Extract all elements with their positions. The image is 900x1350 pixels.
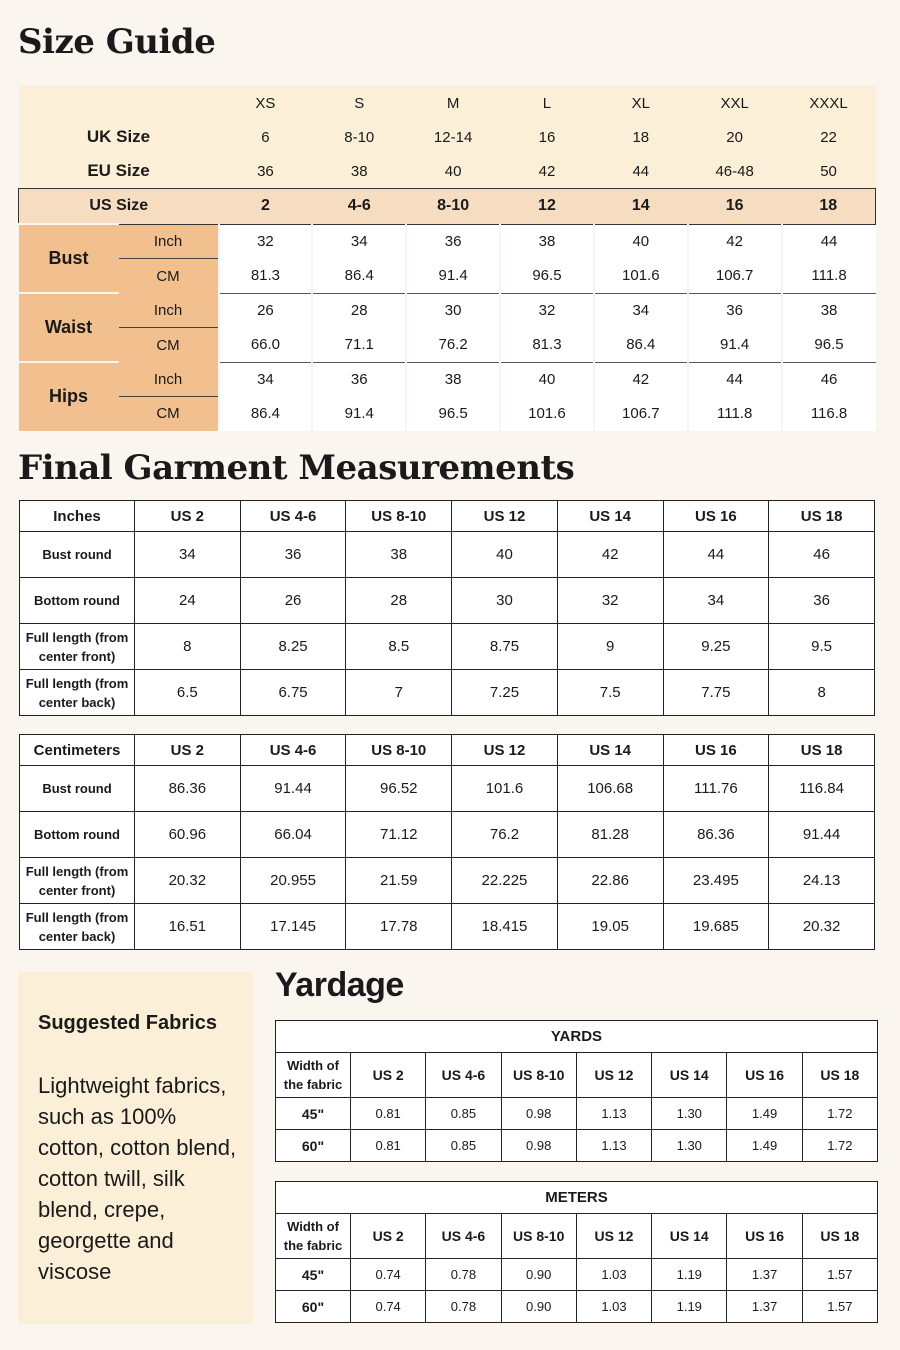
table-row <box>20 624 875 670</box>
garment-column-header: US 2 <box>135 735 241 766</box>
cm-value: 81.3 <box>500 328 594 363</box>
table-cell: 0.78 <box>426 1291 501 1323</box>
eu-size-value: 44 <box>594 154 688 189</box>
table-cell: 7.75 <box>663 670 769 716</box>
table-cell: 1.30 <box>652 1098 727 1130</box>
yardage-column-header: US 8-10 <box>501 1214 576 1259</box>
yardage-column-header: US 14 <box>652 1053 727 1098</box>
us-size-value: 4-6 <box>312 189 406 225</box>
table-cell: 1.37 <box>727 1259 802 1291</box>
size-label: XS <box>219 86 313 120</box>
garment-column-header: US 16 <box>663 501 769 532</box>
cm-value: 101.6 <box>500 397 594 431</box>
measurement-group-label: Waist <box>19 293 119 362</box>
table-cell: 30 <box>452 578 558 624</box>
table-cell: 96.52 <box>346 766 452 812</box>
table-cell: 20.955 <box>240 858 346 904</box>
inch-value: 26 <box>219 293 313 328</box>
table-cell: 7 <box>346 670 452 716</box>
table-cell: 8 <box>769 670 875 716</box>
garment-inches-table <box>19 500 875 716</box>
yardage-caption: YARDS <box>276 1021 878 1053</box>
cm-value: 91.4 <box>688 328 782 363</box>
table-cell: 1.19 <box>652 1291 727 1323</box>
cm-value: 86.4 <box>594 328 688 363</box>
table-cell: 21.59 <box>346 858 452 904</box>
table-cell: 34 <box>135 532 241 578</box>
table-cell: 0.81 <box>351 1098 426 1130</box>
uk-size-value: 22 <box>782 120 876 154</box>
row-label: Full length (from center front) <box>20 858 135 904</box>
table-cell: 22.86 <box>557 858 663 904</box>
garment-corner-label: Centimeters <box>20 735 135 766</box>
uk-size-value: 12-14 <box>406 120 500 154</box>
table-cell: 36 <box>240 532 346 578</box>
us-size-value: 2 <box>219 189 313 225</box>
table-cell: 101.6 <box>452 766 558 812</box>
table-cell: 20.32 <box>135 858 241 904</box>
eu-size-value: 42 <box>500 154 594 189</box>
yardage-column-header: US 4-6 <box>426 1053 501 1098</box>
inch-value: 42 <box>688 224 782 259</box>
table-row <box>20 766 875 812</box>
size-label: XXXL <box>782 86 876 120</box>
table-cell: 1.57 <box>802 1259 877 1291</box>
inch-value: 36 <box>312 362 406 397</box>
yardage-column-header: US 16 <box>727 1214 802 1259</box>
table-cell: 32 <box>557 578 663 624</box>
yardage-column-header: US 2 <box>351 1214 426 1259</box>
table-cell: 38 <box>346 532 452 578</box>
inch-value: 44 <box>688 362 782 397</box>
measurement-group-label: Hips <box>19 362 119 431</box>
unit-cm-label: CM <box>119 259 219 294</box>
eu-size-label: EU Size <box>19 154 219 189</box>
table-cell: 0.81 <box>351 1130 426 1162</box>
table-cell: 8.5 <box>346 624 452 670</box>
table-cell: 1.30 <box>652 1130 727 1162</box>
size-guide-corner <box>19 86 219 120</box>
table-row <box>20 532 875 578</box>
table-cell: 81.28 <box>557 812 663 858</box>
inch-value: 38 <box>406 362 500 397</box>
garment-corner-label: Inches <box>20 501 135 532</box>
size-guide-table <box>18 86 876 431</box>
table-cell: 0.74 <box>351 1259 426 1291</box>
table-cell: 9 <box>557 624 663 670</box>
measurement-group-label: Bust <box>19 224 119 293</box>
table-cell: 23.495 <box>663 858 769 904</box>
table-row <box>276 1291 878 1323</box>
row-label: 45" <box>276 1098 351 1130</box>
us-size-value: 8-10 <box>406 189 500 225</box>
us-size-value: 18 <box>782 189 876 225</box>
uk-size-value: 20 <box>688 120 782 154</box>
cm-value: 86.4 <box>312 259 406 294</box>
table-cell: 86.36 <box>663 812 769 858</box>
cm-value: 91.4 <box>406 259 500 294</box>
cm-value: 106.7 <box>688 259 782 294</box>
table-cell: 16.51 <box>135 904 241 950</box>
garment-column-header: US 4-6 <box>240 735 346 766</box>
cm-value: 96.5 <box>500 259 594 294</box>
cm-value: 96.5 <box>782 328 876 363</box>
eu-size-value: 46-48 <box>688 154 782 189</box>
cm-value: 96.5 <box>406 397 500 431</box>
table-cell: 26 <box>240 578 346 624</box>
inch-value: 28 <box>312 293 406 328</box>
yardage-column-header: US 4-6 <box>426 1214 501 1259</box>
inch-value: 40 <box>500 362 594 397</box>
size-label: XXL <box>688 86 782 120</box>
uk-size-value: 8-10 <box>312 120 406 154</box>
yardage-column-header: US 8-10 <box>501 1053 576 1098</box>
table-cell: 20.32 <box>769 904 875 950</box>
table-cell: 46 <box>769 532 875 578</box>
yardage-yards-table <box>275 1020 878 1162</box>
table-row <box>276 1098 878 1130</box>
garment-column-header: US 12 <box>452 735 558 766</box>
table-cell: 111.76 <box>663 766 769 812</box>
yardage-meters-table <box>275 1181 878 1323</box>
inch-value: 36 <box>406 224 500 259</box>
table-cell: 24 <box>135 578 241 624</box>
cm-value: 66.0 <box>219 328 313 363</box>
garment-cm-table <box>19 734 875 950</box>
table-cell: 24.13 <box>769 858 875 904</box>
row-label: Bottom round <box>20 578 135 624</box>
table-cell: 22.225 <box>452 858 558 904</box>
us-size-value: 12 <box>500 189 594 225</box>
table-cell: 19.685 <box>663 904 769 950</box>
table-row <box>20 858 875 904</box>
us-size-label: US Size <box>19 189 219 225</box>
table-cell: 1.37 <box>727 1291 802 1323</box>
table-cell: 91.44 <box>240 766 346 812</box>
us-size-value: 14 <box>594 189 688 225</box>
table-cell: 1.03 <box>576 1259 651 1291</box>
size-label: L <box>500 86 594 120</box>
suggested-fabrics-text: Lightweight fabrics, such as 100% cotton, cotton blend, cotton twill, silk blend, crepe, georgette and viscose <box>38 1073 237 1284</box>
garment-column-header: US 18 <box>769 501 875 532</box>
row-label: Full length (from center front) <box>20 624 135 670</box>
unit-inch-label: Inch <box>119 362 219 397</box>
table-cell: 18.415 <box>452 904 558 950</box>
table-cell: 9.5 <box>769 624 875 670</box>
table-cell: 7.25 <box>452 670 558 716</box>
table-cell: 0.90 <box>501 1259 576 1291</box>
garment-column-header: US 8-10 <box>346 735 452 766</box>
yardage-title: Yardage <box>275 966 404 1004</box>
row-label: 45" <box>276 1259 351 1291</box>
table-cell: 42 <box>557 532 663 578</box>
inch-value: 32 <box>219 224 313 259</box>
inch-value: 46 <box>782 362 876 397</box>
yardage-column-header: US 18 <box>802 1053 877 1098</box>
eu-size-value: 40 <box>406 154 500 189</box>
table-cell: 34 <box>663 578 769 624</box>
cm-value: 71.1 <box>312 328 406 363</box>
inch-value: 34 <box>312 224 406 259</box>
uk-size-label: UK Size <box>19 120 219 154</box>
garment-column-header: US 12 <box>452 501 558 532</box>
row-label: 60" <box>276 1130 351 1162</box>
inch-value: 30 <box>406 293 500 328</box>
table-cell: 17.145 <box>240 904 346 950</box>
table-cell: 6.75 <box>240 670 346 716</box>
inch-value: 42 <box>594 362 688 397</box>
inch-value: 40 <box>594 224 688 259</box>
garment-column-header: US 14 <box>557 501 663 532</box>
cm-value: 91.4 <box>312 397 406 431</box>
yardage-column-header: US 18 <box>802 1214 877 1259</box>
table-cell: 60.96 <box>135 812 241 858</box>
table-cell: 17.78 <box>346 904 452 950</box>
eu-size-value: 50 <box>782 154 876 189</box>
table-cell: 1.49 <box>727 1130 802 1162</box>
table-cell: 0.78 <box>426 1259 501 1291</box>
table-cell: 0.85 <box>426 1130 501 1162</box>
garment-column-header: US 14 <box>557 735 663 766</box>
yardage-column-header: US 12 <box>576 1214 651 1259</box>
inch-value: 34 <box>219 362 313 397</box>
table-cell: 6.5 <box>135 670 241 716</box>
table-cell: 91.44 <box>769 812 875 858</box>
yardage-column-header: US 14 <box>652 1214 727 1259</box>
table-cell: 8.75 <box>452 624 558 670</box>
table-cell: 1.13 <box>576 1130 651 1162</box>
table-row <box>276 1130 878 1162</box>
table-row <box>276 1259 878 1291</box>
table-cell: 40 <box>452 532 558 578</box>
cm-value: 111.8 <box>688 397 782 431</box>
table-cell: 1.49 <box>727 1098 802 1130</box>
table-cell: 0.74 <box>351 1291 426 1323</box>
table-cell: 28 <box>346 578 452 624</box>
table-row <box>20 670 875 716</box>
cm-value: 81.3 <box>219 259 313 294</box>
table-cell: 0.90 <box>501 1291 576 1323</box>
uk-size-value: 6 <box>219 120 313 154</box>
cm-value: 111.8 <box>782 259 876 294</box>
cm-value: 76.2 <box>406 328 500 363</box>
table-cell: 1.72 <box>802 1130 877 1162</box>
inch-value: 34 <box>594 293 688 328</box>
table-cell: 116.84 <box>769 766 875 812</box>
table-row <box>20 812 875 858</box>
uk-size-value: 16 <box>500 120 594 154</box>
table-cell: 0.98 <box>501 1130 576 1162</box>
yardage-column-header: US 2 <box>351 1053 426 1098</box>
row-label: Full length (from center back) <box>20 670 135 716</box>
size-guide-title: Size Guide <box>18 22 216 62</box>
eu-size-value: 38 <box>312 154 406 189</box>
unit-inch-label: Inch <box>119 293 219 328</box>
garment-measurements-title: Final Garment Measurements <box>18 448 575 488</box>
table-cell: 106.68 <box>557 766 663 812</box>
size-label: S <box>312 86 406 120</box>
unit-cm-label: CM <box>119 397 219 431</box>
table-cell: 1.72 <box>802 1098 877 1130</box>
table-cell: 19.05 <box>557 904 663 950</box>
garment-column-header: US 8-10 <box>346 501 452 532</box>
row-label: Bust round <box>20 532 135 578</box>
cm-value: 101.6 <box>594 259 688 294</box>
row-label: 60" <box>276 1291 351 1323</box>
table-row <box>20 904 875 950</box>
row-label: Bust round <box>20 766 135 812</box>
table-cell: 0.85 <box>426 1098 501 1130</box>
inch-value: 36 <box>688 293 782 328</box>
cm-value: 116.8 <box>782 397 876 431</box>
garment-column-header: US 2 <box>135 501 241 532</box>
unit-cm-label: CM <box>119 328 219 363</box>
table-cell: 8.25 <box>240 624 346 670</box>
garment-column-header: US 16 <box>663 735 769 766</box>
table-cell: 1.19 <box>652 1259 727 1291</box>
table-cell: 9.25 <box>663 624 769 670</box>
table-cell: 0.98 <box>501 1098 576 1130</box>
table-cell: 36 <box>769 578 875 624</box>
unit-inch-label: Inch <box>119 224 219 259</box>
inch-value: 32 <box>500 293 594 328</box>
garment-column-header: US 4-6 <box>240 501 346 532</box>
table-cell: 86.36 <box>135 766 241 812</box>
garment-column-header: US 18 <box>769 735 875 766</box>
inch-value: 44 <box>782 224 876 259</box>
yardage-corner-label: Width of the fabric <box>276 1214 351 1259</box>
row-label: Bottom round <box>20 812 135 858</box>
table-cell: 44 <box>663 532 769 578</box>
suggested-fabrics-title: Suggested Fabrics <box>38 1012 217 1034</box>
yardage-caption: METERS <box>276 1182 878 1214</box>
yardage-column-header: US 16 <box>727 1053 802 1098</box>
table-cell: 7.5 <box>557 670 663 716</box>
row-label: Full length (from center back) <box>20 904 135 950</box>
table-cell: 8 <box>135 624 241 670</box>
table-row <box>20 578 875 624</box>
size-label: M <box>406 86 500 120</box>
inch-value: 38 <box>782 293 876 328</box>
inch-value: 38 <box>500 224 594 259</box>
table-cell: 66.04 <box>240 812 346 858</box>
table-cell: 1.57 <box>802 1291 877 1323</box>
table-cell: 71.12 <box>346 812 452 858</box>
uk-size-value: 18 <box>594 120 688 154</box>
cm-value: 106.7 <box>594 397 688 431</box>
table-cell: 1.13 <box>576 1098 651 1130</box>
suggested-fabrics-panel <box>18 972 253 1324</box>
size-label: XL <box>594 86 688 120</box>
table-cell: 76.2 <box>452 812 558 858</box>
cm-value: 86.4 <box>219 397 313 431</box>
us-size-value: 16 <box>688 189 782 225</box>
table-cell: 1.03 <box>576 1291 651 1323</box>
yardage-corner-label: Width of the fabric <box>276 1053 351 1098</box>
eu-size-value: 36 <box>219 154 313 189</box>
yardage-column-header: US 12 <box>576 1053 651 1098</box>
